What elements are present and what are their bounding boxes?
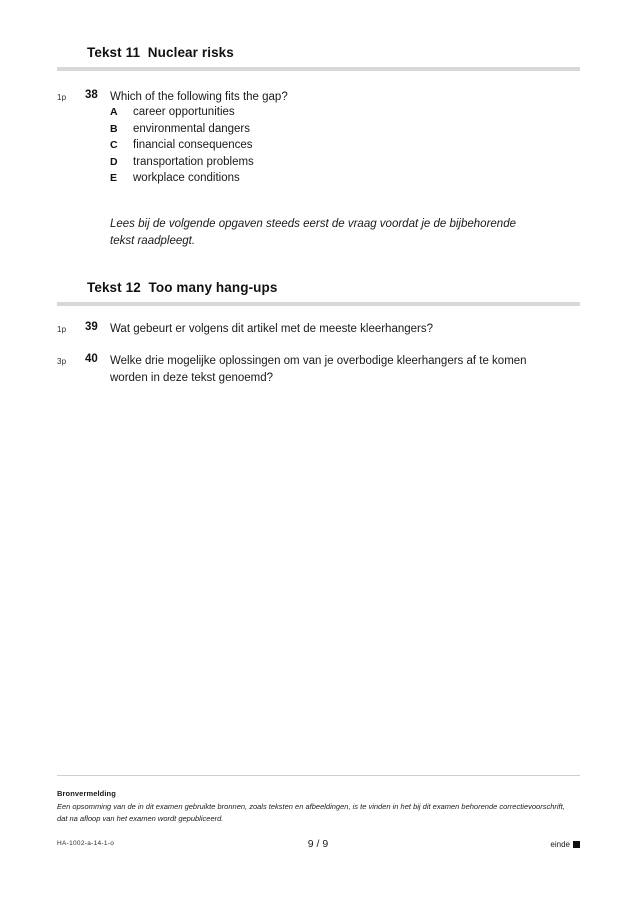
section-divider xyxy=(57,67,580,71)
question-number: 38 xyxy=(85,89,98,101)
option-text: financial consequences xyxy=(133,139,253,151)
answer-option[interactable] xyxy=(0,172,636,189)
option-text: transportation problems xyxy=(133,155,254,168)
page-number: 9 / 9 xyxy=(307,838,329,850)
option-letter: A xyxy=(110,106,118,118)
question-points: 1p xyxy=(57,325,67,334)
question-text: Which of the following fits the gap? xyxy=(110,91,288,103)
option-letter: C xyxy=(110,139,118,151)
end-label: einde xyxy=(550,840,570,849)
question-points: 3p xyxy=(57,357,67,366)
page-bottom-bar xyxy=(0,838,636,854)
answer-option[interactable] xyxy=(0,123,636,140)
question-text: Welke drie mogelijke oplossingen om van je overbodige kleerhangers af te komen worden in deze tekst genoemd? xyxy=(110,355,527,384)
option-text: workplace conditions xyxy=(133,172,240,184)
source-attribution-body: Een opsomming van de in dit examen gebruikte bronnen, zoals teksten en afbeeldingen, is te vinden in het bij dit examen behorende correctievoorschrift, dat na afloop van het examen wordt gepubliceerd. xyxy=(57,802,565,823)
question-points: 1p xyxy=(57,93,67,102)
answer-option[interactable] xyxy=(0,156,636,173)
question-text: Wat gebeurt er volgens dit artikel met de meeste kleerhangers? xyxy=(110,323,434,335)
source-attribution-title: Bronvermelding xyxy=(57,789,116,798)
answer-option[interactable] xyxy=(0,139,636,156)
end-square-icon xyxy=(573,841,580,848)
question-number: 39 xyxy=(85,321,98,333)
section-heading-tekst-11 xyxy=(57,44,580,71)
question-number: 40 xyxy=(85,353,98,365)
footer-divider xyxy=(57,775,580,776)
option-text: career opportunities xyxy=(133,106,235,118)
section-title: Tekst 11 Nuclear risks xyxy=(87,45,234,60)
instruction-note: Lees bij de volgende opgaven steeds eerst de vraag voordat je de bijbehorende tekst raadpleegt. xyxy=(110,218,516,247)
option-letter: E xyxy=(110,172,118,184)
end-marker xyxy=(550,840,580,849)
answer-options-38 xyxy=(0,106,636,189)
option-text: environmental dangers xyxy=(133,122,250,135)
exam-code: HA-1002-a-14-1-o xyxy=(57,840,115,847)
option-letter: B xyxy=(110,122,118,135)
answer-option[interactable] xyxy=(0,106,636,123)
option-letter: D xyxy=(110,155,118,168)
section-heading-tekst-12 xyxy=(57,279,580,306)
section-title: Tekst 12 Too many hang-ups xyxy=(87,280,278,295)
section-divider xyxy=(57,302,580,306)
